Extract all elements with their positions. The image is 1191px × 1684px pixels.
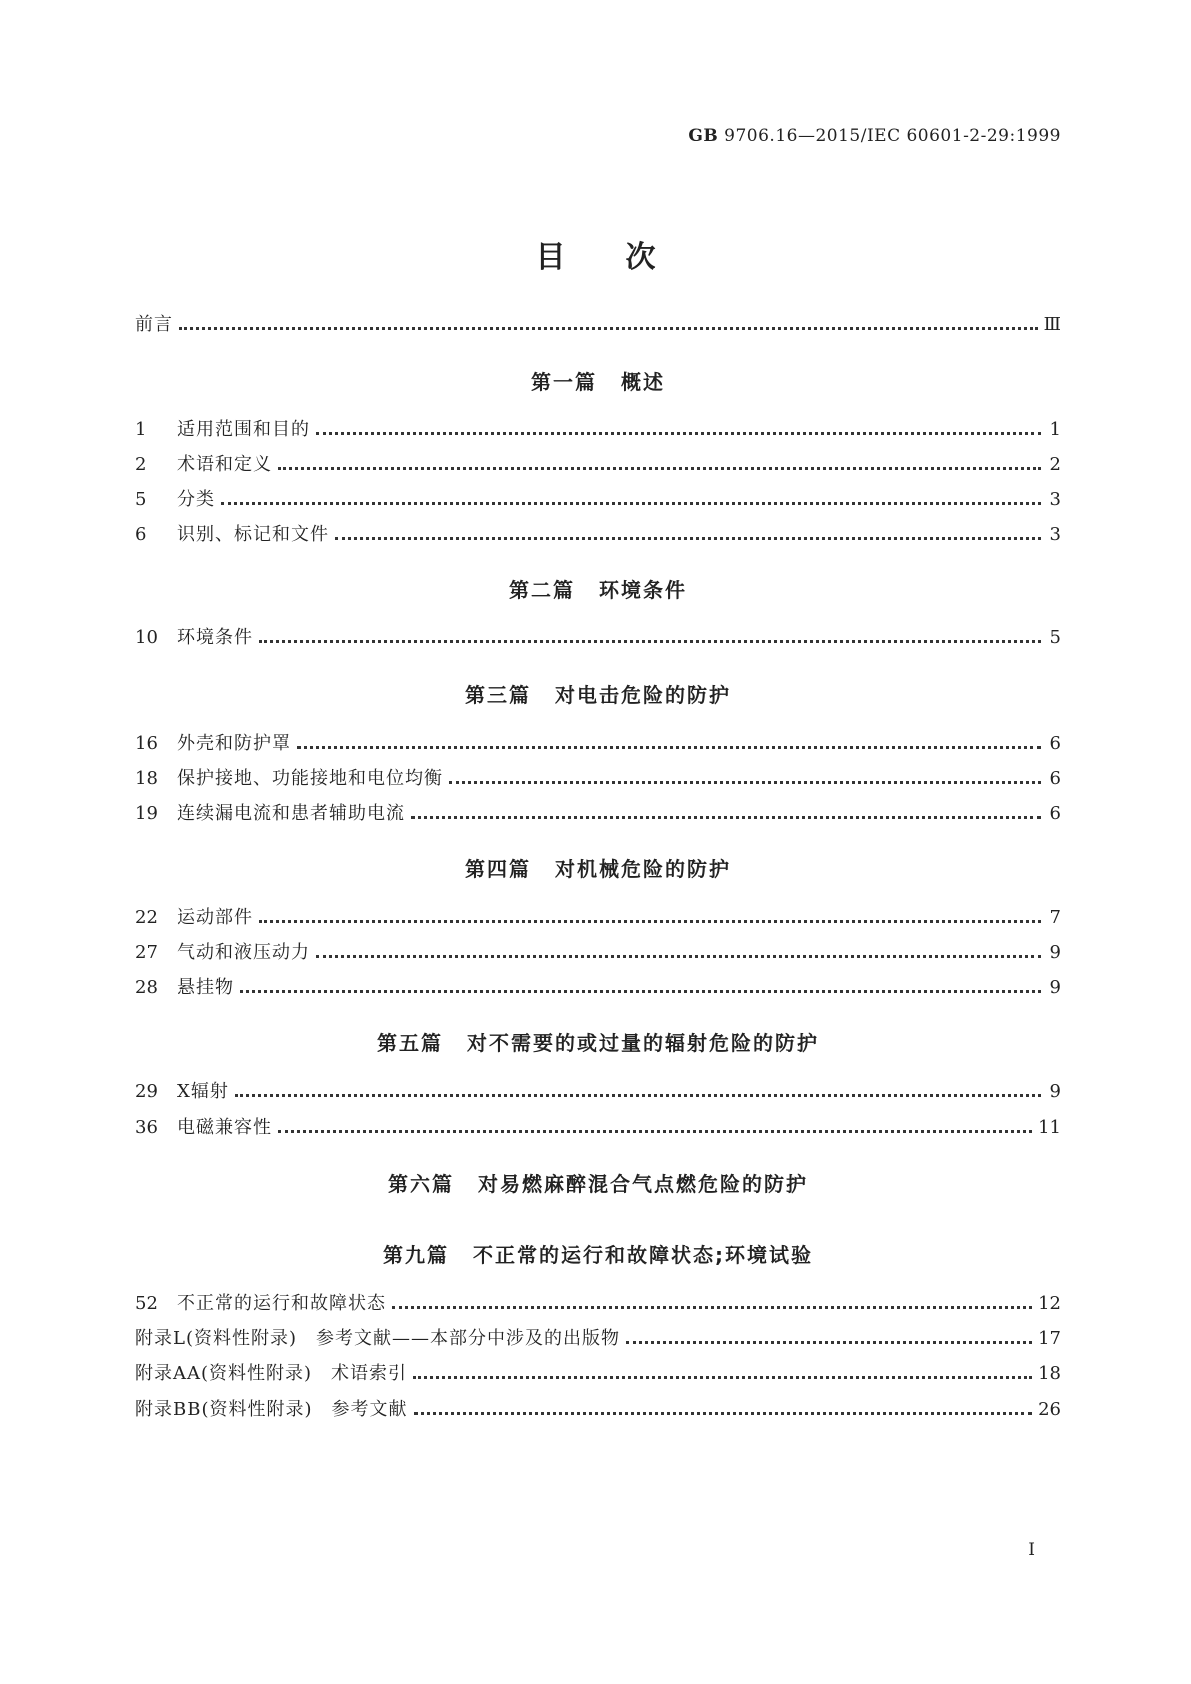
toc-entry[interactable] [135, 416, 1061, 444]
toc-entry[interactable] [135, 765, 1061, 793]
toc-entry[interactable] [135, 1078, 1061, 1106]
toc-entry-title: 保护接地、功能接地和电位均衡 [177, 768, 443, 789]
part-heading [135, 366, 1061, 395]
toc-entry[interactable] [135, 486, 1061, 514]
toc-entry-title: 分类 [177, 489, 215, 510]
leader-dots [414, 1410, 1033, 1415]
page-title: 目次 [535, 240, 716, 275]
toc-entry-title: 电磁兼容性 [177, 1117, 272, 1138]
standard-prefix: GB [688, 126, 719, 146]
toc-entry-title: 附录AA(资料性附录) 术语索引 [135, 1363, 408, 1384]
toc-entry-page: 9 [1049, 1081, 1061, 1102]
toc-entry-page: 2 [1049, 454, 1061, 475]
toc-entry[interactable] [135, 974, 1061, 1002]
toc-entry-title: 连续漏电流和患者辅助电流 [177, 803, 405, 824]
part-title: 环境条件 [599, 578, 687, 602]
part-label: 第九篇 [383, 1243, 449, 1267]
table-of-contents [135, 0, 1061, 1684]
toc-entry[interactable] [135, 451, 1061, 479]
toc-entry-number: 10 [135, 627, 158, 648]
toc-entry-number: 52 [135, 1293, 158, 1314]
toc-entry-appendix[interactable] [135, 1396, 1061, 1424]
toc-entry-page: 17 [1038, 1328, 1061, 1349]
toc-entry-preface[interactable] [135, 311, 1061, 339]
toc-entry-appendix[interactable] [135, 1360, 1061, 1388]
part-label: 第五篇 [377, 1031, 443, 1055]
leader-dots [449, 779, 1041, 784]
toc-entry-page: 1 [1049, 419, 1061, 440]
toc-entry-title: 前言 [135, 314, 173, 335]
part-title: 对不需要的或过量的辐射危险的防护 [467, 1031, 819, 1055]
toc-entry-number: 5 [135, 489, 147, 510]
toc-entry-page: 6 [1049, 733, 1061, 754]
toc-entry-page: 18 [1038, 1363, 1061, 1384]
part-label: 第一篇 [531, 370, 597, 394]
toc-entry[interactable] [135, 730, 1061, 758]
part-title: 不正常的运行和故障状态;环境试验 [473, 1243, 813, 1267]
toc-entry-title: 悬挂物 [177, 977, 234, 998]
toc-entry-number: 29 [135, 1081, 158, 1102]
leader-dots [316, 430, 1041, 435]
toc-entry-page: 9 [1049, 977, 1061, 998]
toc-entry-title: 附录BB(资料性附录) 参考文献 [135, 1399, 408, 1420]
toc-entry[interactable] [135, 939, 1061, 967]
toc-entry-page: 5 [1049, 627, 1061, 648]
leader-dots [335, 535, 1041, 540]
toc-entry[interactable] [135, 800, 1061, 828]
part-label: 第三篇 [465, 683, 531, 707]
toc-entry-page: 3 [1049, 489, 1061, 510]
toc-entry-number: 18 [135, 768, 158, 789]
toc-entry-page: 11 [1038, 1117, 1061, 1138]
toc-entry-page: 6 [1049, 768, 1061, 789]
part-label: 第二篇 [509, 578, 575, 602]
part-title: 对电击危险的防护 [555, 683, 731, 707]
toc-entry-number: 2 [135, 454, 147, 475]
part-heading [135, 679, 1061, 708]
toc-entry-page: 9 [1049, 942, 1061, 963]
toc-entry-number: 22 [135, 907, 158, 928]
leader-dots [297, 744, 1041, 749]
toc-entry[interactable] [135, 624, 1061, 652]
part-label: 第六篇 [388, 1172, 454, 1196]
leader-dots [235, 1092, 1041, 1097]
part-heading [135, 853, 1061, 882]
toc-entry-title: 附录L(资料性附录) 参考文献——本部分中涉及的出版物 [135, 1328, 620, 1349]
leader-dots [626, 1339, 1032, 1344]
toc-entry-title: 环境条件 [177, 627, 253, 648]
page-number: I [1028, 1540, 1035, 1560]
leader-dots [259, 918, 1041, 923]
toc-entry-number: 16 [135, 733, 158, 754]
part-title: 对易燃麻醉混合气点燃危险的防护 [478, 1172, 808, 1196]
toc-entry-title: 适用范围和目的 [177, 419, 310, 440]
toc-entry-number: 19 [135, 803, 158, 824]
leader-dots [392, 1304, 1032, 1309]
leader-dots [179, 325, 1038, 330]
toc-entry-page: 6 [1049, 803, 1061, 824]
toc-entry-page: 3 [1049, 524, 1061, 545]
toc-entry-title: 术语和定义 [177, 454, 272, 475]
toc-entry-title: 识别、标记和文件 [177, 524, 329, 545]
toc-entry-appendix[interactable] [135, 1325, 1061, 1353]
toc-entry[interactable] [135, 1114, 1061, 1142]
toc-entry-number: 27 [135, 942, 158, 963]
toc-entry[interactable] [135, 1290, 1061, 1318]
part-label: 第四篇 [465, 857, 531, 881]
leader-dots [278, 465, 1041, 470]
leader-dots [259, 638, 1041, 643]
standard-number: 9706.16—2015/IEC 60601-2-29:1999 [724, 126, 1061, 146]
leader-dots [316, 953, 1041, 958]
part-heading [135, 574, 1061, 603]
part-heading [135, 1168, 1061, 1197]
toc-entry-number: 6 [135, 524, 147, 545]
toc-entry-title: 气动和液压动力 [177, 942, 310, 963]
part-heading [135, 1239, 1061, 1268]
toc-entry-number: 1 [135, 419, 147, 440]
leader-dots [240, 988, 1041, 993]
leader-dots [221, 500, 1041, 505]
part-title: 概述 [621, 370, 665, 394]
toc-entry-page: Ⅲ [1043, 314, 1061, 335]
toc-entry-page: 12 [1038, 1293, 1061, 1314]
toc-entry-title: 不正常的运行和故障状态 [177, 1293, 386, 1314]
toc-entry-title: 外壳和防护罩 [177, 733, 291, 754]
leader-dots [411, 814, 1041, 819]
part-heading [135, 1027, 1061, 1056]
toc-entry-page: 7 [1049, 907, 1061, 928]
toc-entry-page: 26 [1038, 1399, 1061, 1420]
toc-entry-number: 28 [135, 977, 158, 998]
part-title: 对机械危险的防护 [555, 857, 731, 881]
toc-entry-title: 运动部件 [177, 907, 253, 928]
toc-entry-title: X辐射 [177, 1081, 229, 1102]
leader-dots [413, 1374, 1032, 1379]
leader-dots [278, 1128, 1032, 1133]
toc-entry-number: 36 [135, 1117, 158, 1138]
toc-entry[interactable] [135, 904, 1061, 932]
toc-entry[interactable] [135, 521, 1061, 549]
